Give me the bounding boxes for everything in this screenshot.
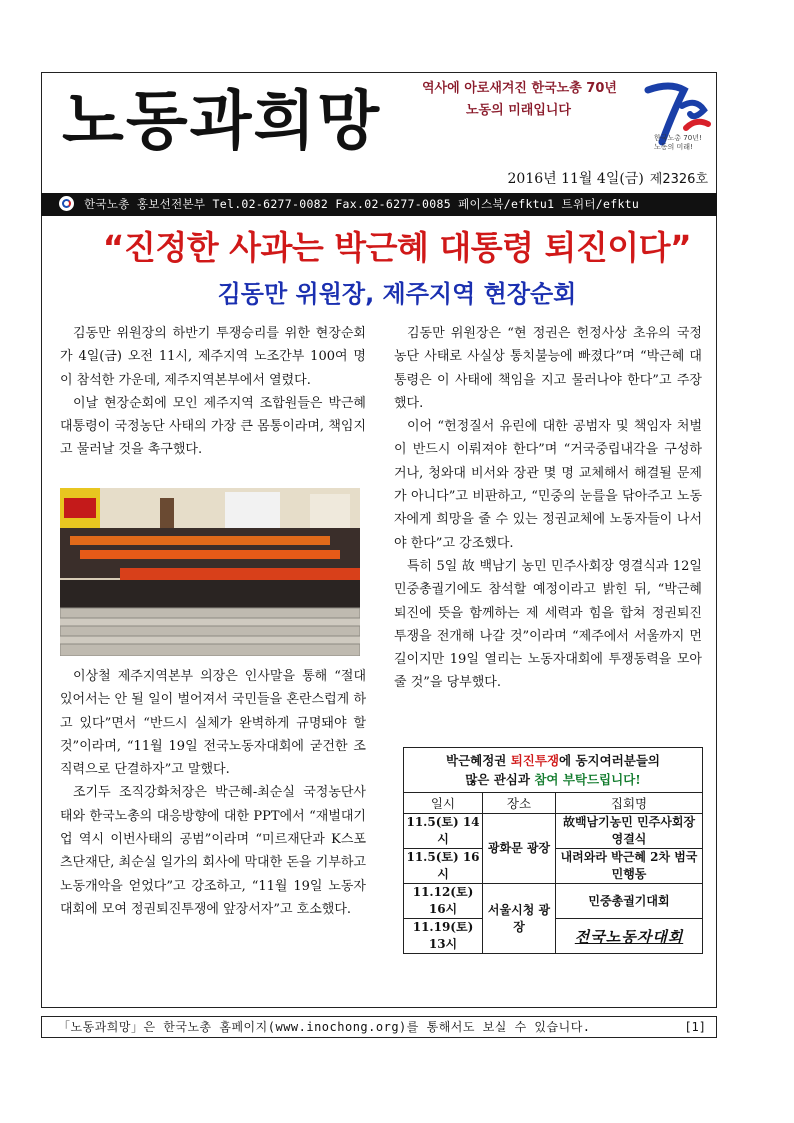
schedule-date: 11.5(토) 16시 [404,849,483,884]
logo-caption [654,134,702,152]
newspaper-title: 노동과희망 [62,85,382,159]
logo-caption-line-2: 노동의 미래! [654,143,693,151]
schedule-event: 故백남기농민 민주사회장 영결식 [556,814,703,849]
issue-info [508,168,708,188]
issue-number: 제2326호 [649,172,708,187]
article-paragraph: 이상철 제주지역본부 의장은 인사말을 통해 “절대 있어서는 안 될 일이 벌어져서 국민들을 혼란스럽게 하고 있다”면서 “반드시 실체가 완벽하게 규명돼야 할 것”이라며, “11월 19일 전국노동자대회에 굳건한 조직력으로 단결하자”고 말했다. [60,669,366,778]
article-paragraph: 김동만 위원장은 “현 정권은 헌정사상 초유의 국정농단 사태로 사실상 통치불능에 빠졌다”며 “박근혜 대통령은 이 사태에 책임을 지고 물러나야 한다”고 주장했다. [394,326,702,411]
article-paragraph: 조기두 조직강화처장은 박근혜-최순실 국정농단사태와 한국노총의 대응방향에 대한 PPT에서 “재벌대기업 역시 이번사태의 공범”이라며 “미르재단과 K스포츠단재단, 최순실 일가의 회사에 막대한 돈을 기부하고 노동개악을 얻었다”고 강조하고, “11월 19일 노동자대회에 모여 정권퇴진투쟁에 앞장서자”고 호소했다. [60,785,366,917]
article-right-column [394,322,702,695]
article-left-column-top [60,322,366,462]
schedule-date: 11.5(토) 14시 [404,814,483,849]
schedule-title-part: 박근혜정권 [446,753,511,768]
schedule-date: 11.19(토) 13시 [404,919,483,954]
schedule-title-part: 에 동지여러분들의 [559,753,660,768]
logo-caption-line-1: 한국노총 70년! [654,134,702,142]
rally-photo [60,488,360,656]
schedule-title [404,748,703,793]
page-number: [1] [684,1020,706,1034]
rally-schedule-table [403,747,703,954]
schedule-date: 11.12(토) 16시 [404,884,483,919]
schedule-title-highlight-green: 참여 부탁드립니다! [534,772,641,787]
header-event: 집회명 [556,793,703,814]
article-paragraph: 특히 5일 故 백남기 농민 민주사회장 영결식과 12일 민중총궐기에도 참석할 예정이라고 밝힌 뒤, “박근혜 퇴진에 뜻을 함께하는 제 세력과 힘을 합쳐 정권퇴진 투쟁을 전개해 나갈 것”이라며 “제주에서 서울까지 먼 길이지만 19일 열리는 노동자대회에 투쟁동력을 모아 줄 것”을 당부했다. [394,558,702,691]
slogan-line-1: 역사에 아로새겨진 한국노총 70년 [422,81,617,96]
article-subheadline: 김동만 위원장, 제주지역 현장순회 [217,280,577,308]
schedule-event: 전국노동자대회 [556,919,703,954]
fktu-emblem-icon [59,196,74,211]
page-footer [41,1016,717,1038]
schedule-title-highlight-red: 퇴진투쟁 [510,753,560,768]
fktu-70-logo-icon [640,76,712,166]
contact-bar [41,193,717,216]
schedule-event: 민중총궐기대회 [556,884,703,919]
issue-date: 2016년 11월 4일(금) [507,171,644,187]
masthead-slogan [422,78,652,122]
schedule-place: 광화문 광장 [483,814,556,884]
header-place: 장소 [483,793,556,814]
article-left-column-bottom [60,665,366,921]
schedule-place: 서울시청 광장 [483,884,556,954]
schedule-title-part: 많은 관심과 [465,772,535,787]
schedule-event: 내려와라 박근혜 2차 범국민행동 [556,849,703,884]
slogan-line-2: 노동의 미래입니다 [466,103,571,118]
footer-text: 「노동과희망」은 한국노총 홈페이지(www.inochong.org)를 통해서도 보실 수 있습니다. [58,1020,591,1034]
article-paragraph: 이어 “헌정질서 유린에 대한 공범자 및 책임자 처벌이 반드시 이뤄져야 한다”며 “거국중립내각을 구성하거나, 청와대 비서와 장관 몇 명 교체해서 해결될 문제가 아니다”고 비판하고, “민중의 눈를을 닦아주고 노동자에게 희망을 줄 수 있는 정권교체에 노동자들이 나서야 한다”고 강조했다. [394,419,702,551]
header-date: 일시 [404,793,483,814]
article-paragraph: 김동만 위원장의 하반기 투쟁승리를 위한 현장순회가 4일(금) 오전 11시, 제주지역 노조간부 100여 명이 참석한 가운데, 제주지역본부에서 열렸다. [60,326,366,388]
article-paragraph: 이날 현장순회에 모인 제주지역 조합원들은 박근혜대통령이 국정농단 사태의 가장 큰 몸통이라며, 책임지고 물러날 것을 촉구했다. [60,395,366,458]
contact-text: 한국노총 홍보선전본부 Tel.02-6277-0082 Fax.02-6277-0085 페이스북/efktu1 트위터/efktu [84,197,640,211]
article-headline: “진정한 사과는 박근혜 대통령 퇴진이다” [102,228,692,267]
